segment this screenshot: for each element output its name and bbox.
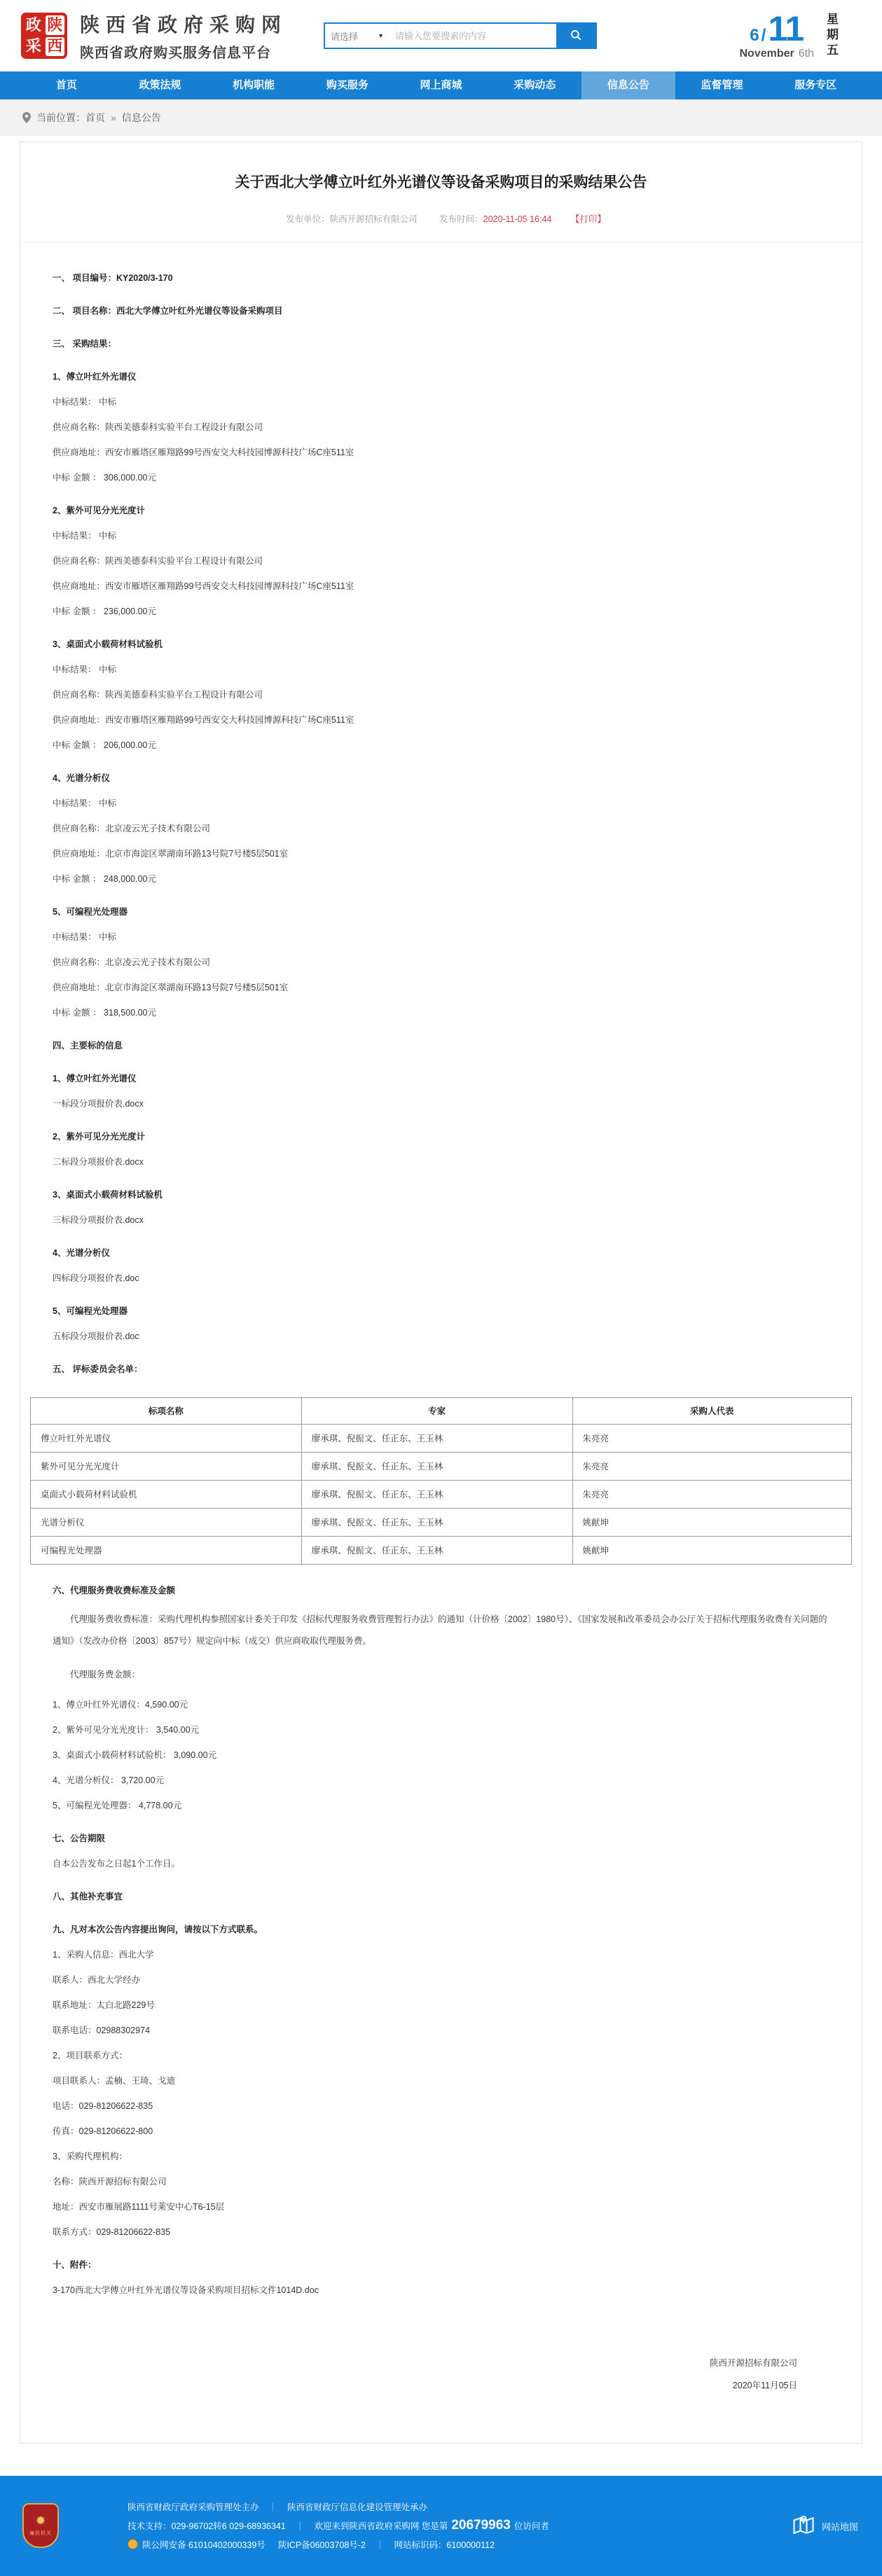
- breadcrumb-label: 当前位置：: [36, 112, 85, 123]
- nav-item-home[interactable]: 首页: [55, 79, 77, 91]
- article-section-bottom: [53, 1584, 829, 2298]
- nav-item-announcements[interactable]: 信息公告: [581, 71, 675, 99]
- article-signature: [53, 2308, 829, 2391]
- cell-item-name: 可编程光处理器: [31, 1536, 302, 1564]
- site-footer: [0, 2476, 882, 2576]
- site-logo[interactable]: [21, 13, 67, 59]
- article-paragraph: 2、项目联系方式：: [53, 2051, 128, 2061]
- nav-item-online-mall[interactable]: 网上商城: [420, 79, 462, 91]
- table-row: [31, 1452, 852, 1480]
- breadcrumb-separator: »: [111, 112, 116, 123]
- article-heading: 2、紫外可见分光光度计: [53, 505, 145, 515]
- cell-experts: 廖承琪、倪振文、任正东、王玉林: [301, 1424, 572, 1452]
- article-paragraph: 供应商地址：西安市雁塔区雁翔路99号西安交大科技园博源科技广场C座511室: [53, 447, 354, 457]
- article-paragraph: 供应商名称：陕西美德泰科实验平台工程设计有限公司: [53, 555, 263, 566]
- cell-experts: 廖承琪、倪振文、任正东、王玉林: [301, 1508, 572, 1536]
- footer-organizer: 陕西省财政厅政府采购管理处主办: [128, 2502, 259, 2512]
- nav-item-functions[interactable]: 机构职能: [233, 79, 275, 91]
- article-heading: 十、附件：: [53, 2260, 97, 2271]
- article-heading: 1、傅立叶红外光谱仪: [53, 371, 137, 382]
- article-body: [20, 242, 862, 2392]
- article-heading: 5、可编程光处理器: [53, 1306, 128, 1316]
- nav-item-procurement-news[interactable]: 采购动态: [514, 79, 556, 91]
- article-paragraph: 1、采购人信息：西北大学: [53, 1950, 154, 1960]
- footer-divider: ｜: [268, 2502, 278, 2512]
- emblem-torch-icon: ✹: [35, 2513, 46, 2528]
- article-heading: 八、其他补充事宜: [53, 1892, 123, 1902]
- table-row: [31, 1424, 852, 1452]
- breadcrumb-current[interactable]: 信息公告: [121, 112, 161, 123]
- logo-char: 采: [25, 37, 41, 55]
- article-heading: 四、主要标的信息: [53, 1040, 123, 1051]
- logo-char: 政: [25, 15, 41, 34]
- article-paragraph: 代理服务费金额：: [70, 1670, 141, 1680]
- column-header-item-name: 标项名称: [31, 1397, 302, 1424]
- footer-co-organizer: 陕西省财政厅信息化建设管理处承办: [287, 2502, 428, 2512]
- nav-item-supervision[interactable]: 监督管理: [701, 79, 743, 91]
- search-category-value: 请选择: [331, 31, 359, 42]
- logo-char: 陕: [46, 15, 65, 35]
- article-paragraph: 中标结果： 中标: [53, 396, 116, 407]
- article-paragraph: 供应商地址：北京市海淀区翠湖南环路13号院7号楼5层501室: [53, 848, 289, 859]
- cell-experts: 廖承琪、倪振文、任正东、王玉林: [301, 1452, 572, 1480]
- footer-divider: ｜: [375, 2540, 385, 2550]
- search-box: [324, 22, 597, 49]
- article-paragraph: 地址：西安市雁展路1111号莱安中心T6-15层: [53, 2202, 225, 2213]
- article-header: [20, 172, 862, 242]
- article-heading: 3、桌面式小载荷材料试验机: [53, 639, 163, 649]
- sitemap-link[interactable]: [791, 2512, 858, 2540]
- column-header-experts: 专家: [301, 1397, 572, 1424]
- integrity-emblem: [22, 2503, 59, 2548]
- footer-tech-support: 技术支持：029-96702转6 029-68936341: [128, 2521, 286, 2531]
- table-row: [31, 1480, 852, 1508]
- article-paragraph: 名称：陕西开源招标有限公司: [53, 2177, 167, 2187]
- article-paragraph: 供应商名称：陕西美德泰科实验平台工程设计有限公司: [53, 422, 263, 432]
- search-input[interactable]: [390, 24, 556, 48]
- cell-buyer-rep: 朱亮亮: [572, 1480, 852, 1508]
- article-paragraph: 3、采购代理机构：: [53, 2152, 128, 2162]
- article-section-top: [53, 271, 829, 1376]
- public-security-badge-icon: [128, 2539, 138, 2549]
- footer-divider: ｜: [295, 2521, 305, 2531]
- attachment-link[interactable]: 二标段分项报价表.docx: [53, 1156, 144, 1167]
- cell-item-name: 桌面式小载荷材料试验机: [31, 1480, 302, 1508]
- article-paragraph: 代理服务费收费标准：采购代理机构参照国家计委关于印发《招标代理服务收费管理暂行办法》的通知（计价格〔2002〕1980号）、《国家发展和改革委员会办公厅关于招标代理服务收费有关问题的通知》（发改办价格〔2003〕857号）规定向中标（成交）供应商收取代理服务费。: [53, 1614, 827, 1647]
- main-nav: [0, 71, 882, 99]
- article-paragraph: 中标 金额 ： 306,000.00元: [53, 472, 156, 483]
- cell-item-name: 光谱分析仪: [31, 1508, 302, 1536]
- breadcrumb: [0, 99, 882, 136]
- footer-icp-filing: 陕ICP备06003708号-2: [277, 2540, 366, 2550]
- article-paragraph: 中标 金额 ： 318,500.00元: [53, 1007, 156, 1018]
- publisher-label: 发布单位：: [286, 214, 330, 224]
- search-button[interactable]: [556, 24, 595, 48]
- breadcrumb-home[interactable]: 首页: [85, 112, 105, 123]
- cell-buyer-rep: 朱亮亮: [572, 1424, 852, 1452]
- site-titles: [80, 10, 287, 62]
- article-paragraph: 供应商名称：北京凌云光子技术有限公司: [53, 957, 211, 967]
- publish-time-value: 2020-11-05 16:44: [483, 214, 552, 224]
- article-paragraph: 1、傅立叶红外光谱仪：4,590.00元: [53, 1700, 188, 1710]
- article-paragraph: 传真：029-81206622-800: [53, 2126, 153, 2137]
- footer-text: [128, 2495, 549, 2556]
- column-header-buyer-rep: 采购人代表: [572, 1397, 852, 1424]
- page-title: 关于西北大学傅立叶红外光谱仪等设备采购项目的采购结果公告: [235, 174, 647, 191]
- logo-char: 西: [46, 37, 65, 57]
- sitemap-icon: [791, 2512, 816, 2540]
- article-card: [20, 141, 862, 2444]
- date-day-number: 11: [768, 9, 804, 48]
- article-paragraph: 3、桌面式小载荷材料试验机： 3,090.00元: [53, 1750, 217, 1761]
- cell-item-name: 紫外可见分光光度计: [31, 1452, 302, 1480]
- visitor-count: 20679963: [451, 2517, 511, 2533]
- article-heading: 3、桌面式小载荷材料试验机: [53, 1189, 163, 1200]
- location-pin-icon: [22, 112, 31, 123]
- sitemap-label: 网站地图: [821, 2521, 858, 2533]
- article-paragraph: 中标结果： 中标: [53, 530, 116, 541]
- attachment-link[interactable]: 五标段分项报价表.doc: [53, 1331, 139, 1341]
- chevron-down-icon: ▼: [378, 32, 385, 39]
- article-paragraph: 联系地址：太白北路229号: [53, 2000, 155, 2011]
- article-heading: 二、 项目名称：西北大学傅立叶红外光谱仪等设备采购项目: [53, 305, 283, 316]
- date-month-en: November: [739, 48, 794, 60]
- article-paragraph: 2、紫外可见分光光度计： 3,540.00元: [53, 1725, 200, 1736]
- article-paragraph: 4、光谱分析仪： 3,720.00元: [53, 1775, 165, 1786]
- publish-time-label: 发布时间：: [439, 214, 483, 224]
- article-heading: 5、可编程光处理器: [53, 906, 128, 917]
- site-subtitle: 陕西省政府购买服务信息平台: [80, 46, 271, 61]
- footer-security-filing: 陕公网安备 61010402000339号: [142, 2540, 266, 2550]
- article-paragraph: 中标结果： 中标: [53, 932, 116, 942]
- table-row: [31, 1508, 852, 1536]
- article-paragraph: 联系电话：02988302974: [53, 2026, 150, 2036]
- publisher-value: 陕西开源招标有限公司: [329, 214, 418, 224]
- cell-buyer-rep: 姚献坤: [572, 1508, 852, 1536]
- article-heading: 2、紫外可见分光光度计: [53, 1131, 145, 1142]
- article-paragraph: 中标 金额 ： 236,000.00元: [53, 606, 156, 616]
- site-title: 陕西省政府采购网: [80, 14, 288, 36]
- date-month-number: 6: [750, 26, 759, 45]
- article-paragraph: 中标结果： 中标: [53, 798, 116, 808]
- article-heading: 三、 采购结果：: [53, 338, 116, 349]
- search-category-select[interactable]: [325, 24, 390, 48]
- article-heading: 1、傅立叶红外光谱仪: [53, 1073, 137, 1083]
- attachment-link[interactable]: 一标段分项报价表.docx: [53, 1098, 144, 1109]
- signature-date: 2020年11月05日: [732, 2381, 797, 2391]
- nav-item-policies[interactable]: 政策法规: [139, 79, 181, 91]
- attachment-link[interactable]: 四标段分项报价表.doc: [53, 1273, 139, 1283]
- site-header: [0, 0, 882, 71]
- article-paragraph: 供应商地址：西安市雁塔区雁翔路99号西安交大科技园博源科技广场C座511室: [53, 714, 354, 725]
- cell-experts: 廖承琪、倪振文、任正东、王玉林: [301, 1480, 572, 1508]
- article-paragraph: 供应商名称：陕西美德泰科实验平台工程设计有限公司: [53, 689, 263, 700]
- attachment-link[interactable]: 3-170西北大学傅立叶红外光谱仪等设备采购项目招标文件1014D.doc: [53, 2285, 319, 2296]
- article-heading: 4、光谱分析仪: [53, 1247, 110, 1258]
- article-paragraph: 供应商名称：北京凌云光子技术有限公司: [53, 823, 211, 833]
- article-heading: 六、代理服务费收费标准及金额: [53, 1585, 176, 1595]
- article-paragraph: 联系人：西北大学经办: [53, 1975, 141, 1986]
- article-heading: 九、凡对本次公告内容提出询问，请按以下方式联系。: [53, 1925, 263, 1935]
- cell-buyer-rep: 朱亮亮: [572, 1452, 852, 1480]
- article-paragraph: 供应商地址：西安市雁塔区雁翔路99号西安交大科技园博源科技广场C座511室: [53, 581, 354, 591]
- article-heading: 五、 评标委员会名单：: [53, 1364, 143, 1374]
- print-button[interactable]: 【打印】: [570, 214, 606, 224]
- article-paragraph: 联系方式：029-81206622-835: [53, 2227, 171, 2238]
- article-paragraph: 自本公告发布之日起1个工作日。: [53, 1859, 180, 1869]
- article-heading: 4、光谱分析仪: [53, 773, 110, 783]
- date-display: [740, 11, 862, 60]
- article-heading: 七、公告期限: [53, 1834, 106, 1844]
- emblem-label: 廉政机关: [29, 2530, 52, 2536]
- date-slash: /: [761, 26, 766, 45]
- footer-welcome-suffix: 位访问者: [514, 2521, 549, 2531]
- article-meta: [76, 212, 806, 225]
- article-paragraph: 中标结果： 中标: [53, 664, 116, 674]
- cell-buyer-rep: 姚献坤: [572, 1536, 852, 1564]
- date-weekday: 星期五: [825, 13, 838, 59]
- nav-item-purchase-services[interactable]: 购买服务: [326, 79, 368, 91]
- signature-company: 陕西开源招标有限公司: [709, 2358, 797, 2369]
- search-icon: [570, 29, 582, 43]
- article-paragraph: 供应商地址：北京市海淀区翠湖南环路13号院7号楼5层501室: [53, 982, 289, 992]
- article-paragraph: 电话：029-81206622-835: [53, 2101, 153, 2112]
- footer-site-code: 网站标识码：6100000112: [394, 2540, 495, 2550]
- nav-item-service-zone[interactable]: 服务专区: [794, 79, 837, 91]
- article-paragraph: 项目联系人：孟楠、王琦、戈迪: [53, 2076, 176, 2086]
- evaluation-committee-table: [30, 1397, 852, 1565]
- table-header-row: [31, 1397, 852, 1424]
- attachment-link[interactable]: 三标段分项报价表.docx: [53, 1214, 144, 1225]
- cell-experts: 廖承琪、倪振文、任正东、王玉林: [301, 1536, 572, 1564]
- article-heading: 一、 项目编号：KY2020/3-170: [53, 272, 173, 283]
- article-paragraph: 5、可编程光处理器： 4,778.00元: [53, 1801, 182, 1811]
- table-row: [31, 1536, 852, 1564]
- footer-welcome-prefix: 欢迎来到陕西省政府采购网 您是第: [314, 2521, 448, 2531]
- article-paragraph: 中标 金额 ： 206,000.00元: [53, 740, 156, 750]
- date-day-en: 6th: [798, 48, 814, 60]
- article-paragraph: 中标 金额 ： 248,000.00元: [53, 873, 156, 884]
- cell-item-name: 傅立叶红外光谱仪: [31, 1424, 302, 1452]
